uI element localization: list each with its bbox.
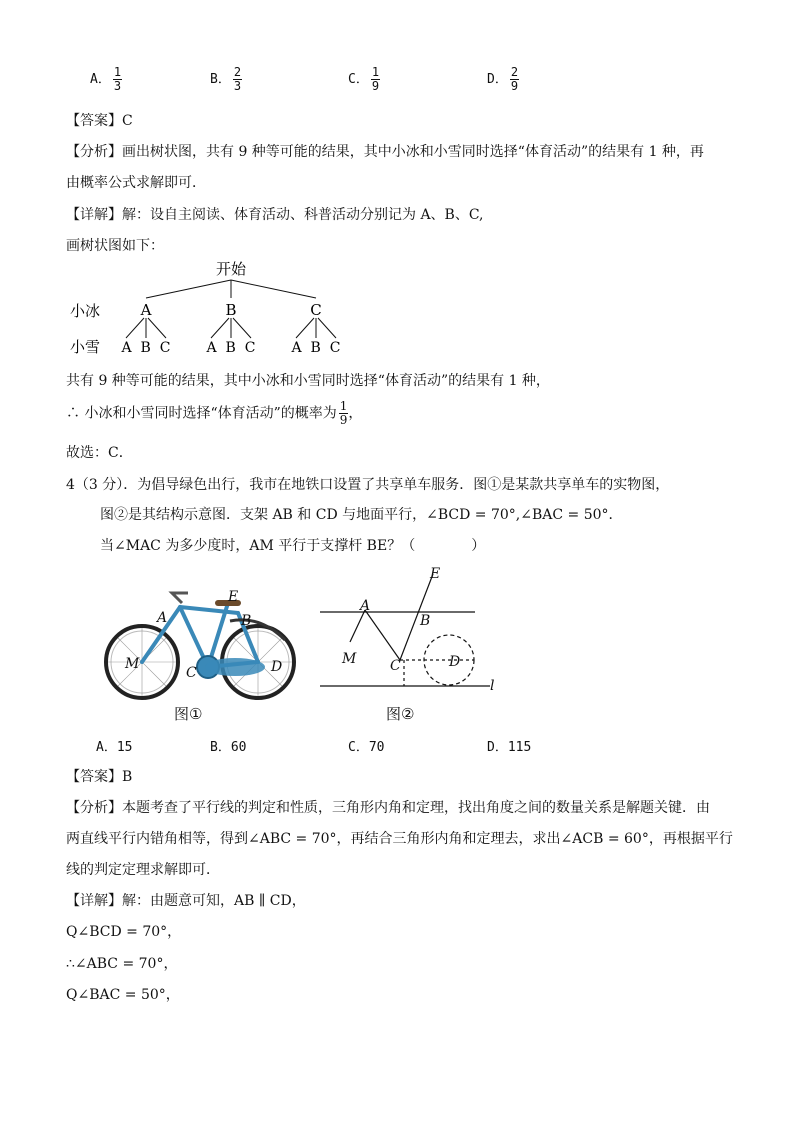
q3-analysis-line1: 【分析】画出树状图，共有 9 种等可能的结果，其中小冰和小雪同时选择“体育活动”的结果有 1 种，再 [66, 144, 704, 160]
tree-leaves-c: A B C [291, 340, 341, 356]
tree-node-b: B [225, 301, 237, 319]
q4-stem-line3: 当∠MAC 为多少度时，AM 平行于支撑杆 BE？（ ） [100, 538, 486, 554]
q3-choice: 故选：C． [66, 445, 133, 461]
probability-fraction [339, 400, 349, 427]
fraction [371, 66, 380, 93]
option-letter: A． [90, 72, 111, 87]
bicycle-photo [100, 585, 300, 705]
tree-leaves-a: A B C [121, 340, 171, 356]
tree-row1-label: 小冰 [70, 302, 101, 320]
tree-node-c: C [310, 301, 322, 319]
diagram-label-c: C [390, 658, 401, 674]
q4-detail-line3: ∴∠ABC = 70°， [66, 956, 178, 972]
numerator: 1 [113, 65, 122, 79]
q4-analysis-line3: 线的判定定理求解即可． [66, 862, 220, 878]
figure2-caption: 图② [386, 705, 415, 723]
probability-text: ∴ 小冰和小雪同时选择“体育活动”的概率为 [66, 405, 337, 422]
q4-detail-line2: Q∠BCD = 70°， [66, 924, 182, 940]
denominator: 9 [510, 79, 519, 93]
tree-node-a: A [140, 301, 152, 319]
q3-detail: 【详解】解：设自主阅读、体育活动、科普活动分别记为 A、B、C, [66, 207, 484, 223]
bike-label-b: B [241, 613, 252, 629]
q3-result: 共有 9 种等可能的结果，其中小冰和小雪同时选择“体育活动”的结果有 1 种， [66, 373, 550, 389]
bike-label-a: A [157, 610, 168, 626]
diagram-label-a: A [360, 598, 371, 614]
option-a [90, 66, 122, 93]
q4-option-a: A．15 [96, 740, 133, 755]
numerator: 1 [339, 399, 348, 413]
option-b [210, 66, 242, 93]
option-letter: D． [487, 72, 508, 87]
denominator: 9 [339, 413, 348, 427]
fraction [510, 66, 519, 93]
denominator: 3 [233, 79, 242, 93]
q4-option-d: D．115 [487, 740, 532, 755]
option-letter: C． [348, 72, 369, 87]
diagram-label-m: M [342, 651, 357, 667]
bike-label-d: D [271, 659, 283, 675]
q4-detail-line4: Q∠BAC = 50°， [66, 987, 180, 1003]
q4-option-c: C．70 [348, 740, 385, 755]
option-d [487, 66, 519, 93]
option-letter: B． [210, 72, 231, 87]
q4-stem-line1: 4（3 分）．为倡导绿色出行，我市在地铁口设置了共享单车服务．图①是某款共享单车的实物图， [66, 477, 670, 493]
q4-detail-line1: 【详解】解：由题意可知，AB ∥ CD， [66, 893, 306, 909]
tree-diagram [66, 258, 366, 368]
fraction [233, 66, 242, 93]
tree-row2-label: 小雪 [70, 338, 101, 356]
fraction [113, 66, 122, 93]
option-c [348, 66, 380, 93]
bike-label-c: C [186, 665, 197, 681]
diagram-label-d: D [449, 654, 461, 670]
bike-label-m: M [125, 656, 140, 672]
q3-answer: 【答案】C [66, 113, 133, 129]
q4-stem-line2: 图②是其结构示意图．支架 AB 和 CD 与地面平行，∠BCD = 70°,∠BAC = 50°． [100, 507, 623, 523]
probability-suffix: ， [348, 405, 363, 422]
structure-diagram [310, 562, 510, 692]
denominator: 9 [371, 79, 380, 93]
numerator: 2 [233, 65, 242, 79]
q3-analysis-line2: 由概率公式求解即可． [66, 175, 206, 191]
q4-option-b: B．60 [210, 740, 247, 755]
diagram-label-l: l [490, 678, 495, 692]
q4-analysis-line2: 两直线平行内错角相等，得到∠ABC = 70°，再结合三角形内角和定理去，求出∠ACB = 60°，再根据平行 [66, 831, 733, 847]
q4-analysis-line1: 【分析】本题考查了平行线的判定和性质，三角形内角和定理，找出角度之间的数量关系是解题关键．由 [66, 800, 710, 816]
tree-leaves-b: A B C [206, 340, 256, 356]
q3-probability [66, 400, 362, 427]
q3-tree-intro: 画树状图如下： [66, 238, 164, 254]
figure1-caption: 图① [174, 705, 203, 723]
numerator: 1 [371, 65, 380, 79]
tree-root: 开始 [215, 260, 247, 278]
bike-label-e: E [228, 589, 239, 605]
numerator: 2 [510, 65, 519, 79]
diagram-label-b: B [420, 613, 431, 629]
diagram-label-e: E [430, 566, 441, 582]
q4-answer: 【答案】B [66, 769, 133, 785]
denominator: 3 [113, 79, 122, 93]
